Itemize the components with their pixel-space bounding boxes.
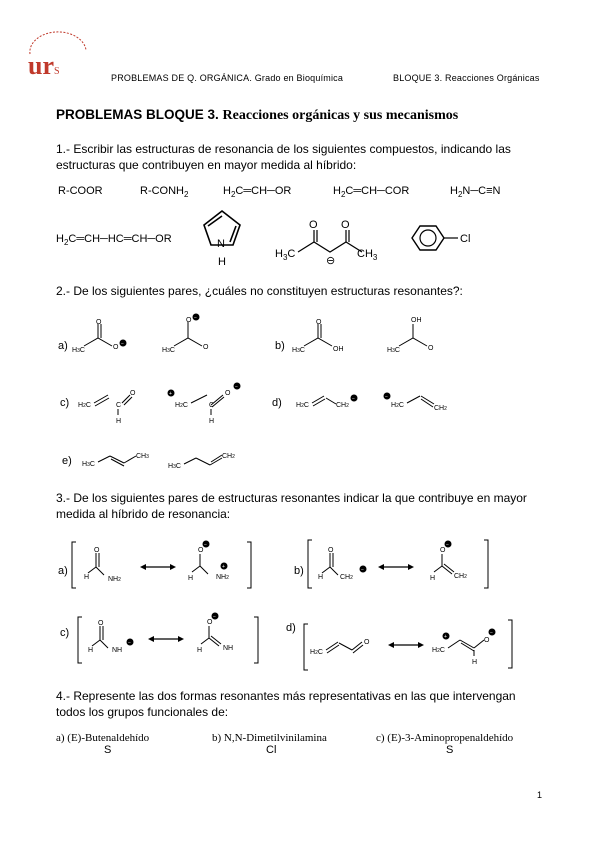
q3-label-a: a): [58, 565, 68, 577]
q3-text-line2: medida al híbrido de resonancia:: [56, 507, 231, 521]
svg-text:−: −: [361, 567, 364, 573]
q4-item-c: c) (E)-3-Aminopropenaldehído: [376, 732, 514, 744]
svg-text:+: +: [444, 634, 447, 640]
page-title: [56, 107, 458, 124]
header-right: BLOQUE 3. Reacciones Orgánicas: [393, 73, 540, 83]
svg-text:O: O: [94, 547, 100, 554]
svg-text:H: H: [430, 575, 436, 582]
svg-text:C: C: [209, 402, 215, 409]
q1-vinyl-ether: $H_2C═CH─OR$: [223, 185, 292, 200]
title-rest: Reacciones orgánicas y sus mecanismos: [222, 108, 459, 123]
header-left: PROBLEMAS DE Q. ORGÁNICA. Grado en Bioquímica: [111, 73, 344, 83]
q2-label-b: b): [275, 340, 285, 352]
svg-text:CH2: CH2: [454, 573, 467, 580]
pyrrole-h: H: [218, 256, 226, 268]
q4-item-a-sub: S: [104, 744, 112, 756]
q4-item-b-sub: Cl: [266, 744, 277, 756]
svg-text:+: +: [169, 391, 172, 397]
q3-c-bracket-left: [76, 615, 84, 665]
q3-d-bracket-left: [302, 622, 310, 672]
q4-item-b: b) N,N-Dimetilvinilamina: [212, 732, 327, 744]
svg-text:O: O: [316, 319, 322, 326]
q3-d-left: [310, 628, 380, 664]
svg-text:O: O: [207, 619, 213, 626]
svg-text:−: −: [490, 630, 493, 636]
q2-a-left: [70, 318, 130, 358]
svg-text:CH3: CH3: [136, 453, 149, 460]
svg-text:O: O: [484, 637, 490, 644]
pyrrole-n: N: [217, 238, 225, 250]
q2-c-right: [165, 378, 245, 428]
q3-a-bracket-left: [70, 540, 78, 590]
q2-e-right: [168, 447, 248, 473]
svg-text:H2C: H2C: [175, 402, 188, 409]
diketone-charge: ⊖: [326, 255, 336, 267]
svg-text:H3C: H3C: [168, 463, 181, 470]
svg-text:−: −: [194, 315, 197, 321]
q2-d-right: [382, 390, 462, 420]
q3-label-c: c): [60, 627, 70, 639]
svg-text:CH2: CH2: [340, 574, 353, 581]
svg-text:−: −: [446, 542, 449, 548]
q2-label-a: a): [58, 340, 68, 352]
svg-text:NH: NH: [112, 647, 123, 654]
q3-b-bracket-right: [482, 538, 490, 590]
q1-ester: R-COOR: [58, 185, 103, 197]
svg-text:H2C: H2C: [78, 402, 91, 409]
svg-text:OH: OH: [333, 346, 344, 353]
q3-text-line1: 3.- De los siguientes pares de estructuras resonantes indicar la que contribuye en mayor: [56, 491, 527, 505]
svg-text:NH2: NH2: [216, 574, 229, 581]
svg-text:O: O: [203, 344, 209, 351]
svg-text:H: H: [472, 659, 478, 666]
svg-text:H3C: H3C: [82, 461, 95, 468]
q3-c-arrow: [148, 634, 184, 644]
q3-d-bracket-right: [506, 618, 514, 670]
diketone-right: $CH_3$: [357, 248, 378, 263]
q1-vinyl-ketone: $H_2C═CH─COR$: [333, 185, 410, 200]
q2-d-left: [296, 390, 366, 420]
svg-text:O: O: [113, 344, 119, 351]
svg-text:−: −: [213, 614, 216, 620]
q3-b-left: [316, 545, 376, 585]
svg-text:O: O: [328, 547, 334, 554]
title-bold: PROBLEMAS BLOQUE 3.: [56, 107, 219, 122]
q1-cyanamide: $H_2N─C\equiv N$: [450, 185, 501, 200]
university-logo: [20, 34, 100, 84]
svg-text:O: O: [96, 319, 102, 326]
q3-a-left: [82, 545, 142, 585]
q2-label-d: d): [272, 397, 282, 409]
svg-text:H: H: [88, 647, 94, 654]
svg-text:H2C: H2C: [391, 402, 404, 409]
q3-b-bracket-left: [306, 538, 314, 590]
svg-text:CH2: CH2: [336, 402, 349, 409]
svg-text:O: O: [440, 547, 446, 554]
svg-text:H: H: [209, 418, 215, 425]
q2-b-right: [385, 310, 445, 358]
svg-text:C: C: [116, 402, 122, 409]
svg-text:H: H: [318, 574, 324, 581]
svg-text:CH2: CH2: [434, 405, 447, 412]
q3-a-right: [186, 538, 246, 584]
svg-text:H3C: H3C: [387, 347, 400, 354]
svg-text:H: H: [116, 418, 122, 425]
q3-c-bracket-right: [252, 615, 260, 665]
svg-text:H2C: H2C: [432, 647, 445, 654]
svg-text:O: O: [198, 547, 204, 554]
q2-label-e: e): [62, 455, 72, 467]
diketone-o1: O: [309, 219, 318, 231]
diketone-left: $H_3C$: [275, 248, 296, 263]
svg-text:H: H: [188, 575, 194, 582]
svg-text:+: +: [222, 564, 225, 570]
svg-text:O: O: [364, 639, 370, 646]
svg-text:−: −: [204, 542, 207, 548]
q3-label-d: d): [286, 622, 296, 634]
q4-item-c-sub: S: [446, 744, 454, 756]
svg-text:NH: NH: [223, 645, 234, 652]
q1-text-line2: estructuras que contribuyen en mayor medida al híbrido:: [56, 158, 357, 172]
svg-text:H: H: [197, 647, 203, 654]
q3-b-arrow: [378, 562, 414, 572]
svg-text:H3C: H3C: [162, 347, 175, 354]
svg-text:O: O: [428, 345, 434, 352]
q2-c-left: [78, 385, 138, 427]
svg-text:H2C: H2C: [296, 402, 309, 409]
q2-e-left: [82, 447, 162, 473]
svg-text:H3C: H3C: [72, 347, 85, 354]
svg-text:−: −: [385, 394, 388, 400]
q3-label-b: b): [294, 565, 304, 577]
q3-b-right: [428, 538, 488, 584]
q4-text-line1: 4.- Represente las dos formas resonantes más representativas en las que intervengan: [56, 689, 516, 703]
svg-text:H3C: H3C: [292, 347, 305, 354]
q4-text-line2: todos los grupos funcionales de:: [56, 705, 229, 719]
svg-text:H2C: H2C: [310, 649, 323, 656]
q1-diene-ether: $H_2C═CH─HC═CH─OR$: [56, 233, 172, 248]
chloro-cl: Cl: [460, 233, 471, 245]
q2-b-left: [290, 318, 360, 358]
q4-item-a: a) (E)-Butenaldehído: [56, 732, 150, 744]
svg-text:S: S: [54, 66, 60, 77]
svg-text:−: −: [121, 341, 124, 347]
q3-c-right: [195, 610, 255, 656]
svg-text:O: O: [130, 390, 136, 397]
q3-a-arrow: [140, 562, 176, 572]
svg-text:−: −: [235, 384, 238, 390]
svg-text:O: O: [186, 317, 192, 324]
svg-text:H: H: [84, 574, 90, 581]
q3-c-left: [86, 618, 146, 658]
svg-text:OH: OH: [411, 317, 422, 324]
q2-label-c: c): [60, 397, 70, 409]
q1-amide: $R-CONH_2$: [140, 185, 189, 200]
q3-d-arrow: [388, 640, 424, 650]
svg-text:ur: ur: [28, 51, 54, 80]
q2-text: 2.- De los siguientes pares, ¿cuáles no constituyen estructuras resonantes?:: [56, 284, 463, 298]
svg-text:−: −: [128, 640, 131, 646]
q1-text-line1: 1.- Escribir las estructuras de resonancia de los siguientes compuestos, indicando las: [56, 142, 511, 156]
svg-text:−: −: [352, 396, 355, 402]
q3-a-bracket-right: [245, 540, 253, 590]
svg-text:O: O: [225, 390, 231, 397]
diketone-o2: O: [341, 219, 350, 231]
chlorobenzene-structure: [410, 218, 466, 258]
svg-text:NH2: NH2: [108, 576, 121, 583]
svg-text:CH2: CH2: [222, 453, 235, 460]
page-number: 1: [537, 790, 543, 800]
svg-text:O: O: [98, 620, 104, 627]
q2-a-right: [160, 310, 220, 358]
q3-d-right: [432, 610, 504, 668]
